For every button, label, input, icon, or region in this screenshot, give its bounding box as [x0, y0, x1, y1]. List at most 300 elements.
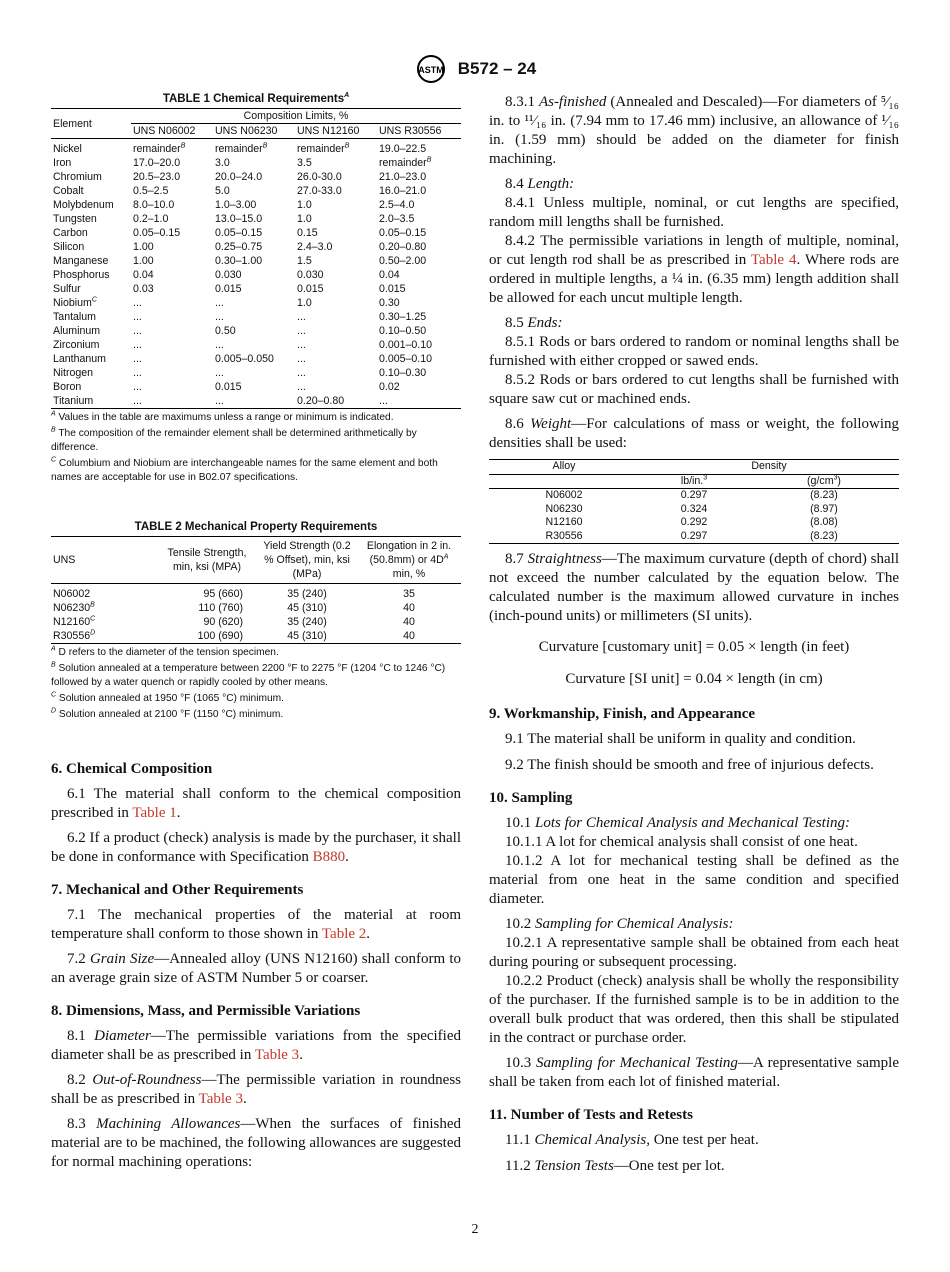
value-cell: [377, 394, 461, 409]
value-text: ...: [215, 339, 224, 351]
value-cell: [295, 380, 377, 394]
value-text: 0.5–2.5: [133, 185, 169, 197]
value-text: 17.0–20.0: [133, 157, 181, 169]
elong-cell: 35: [403, 588, 415, 600]
value-text: ...: [215, 395, 224, 407]
superscript-mark: A: [51, 410, 56, 418]
superscript-mark: B: [426, 156, 432, 164]
value-cell: [213, 212, 295, 226]
table-row: [489, 530, 899, 544]
table-row: [489, 489, 899, 503]
value-cell: [377, 212, 461, 226]
value-cell: [295, 338, 377, 352]
value-cell: [213, 394, 295, 409]
value-text: 16.0–21.0: [379, 185, 427, 197]
value-text: 0.015: [215, 381, 242, 393]
para-8-3-1: 8.3.1 As-finished (Annealed and Descaled)—For diameters of ⁵⁄₁₆ in. to ¹¹⁄₁₆ in. (7.94 mm to 17.46 mm) inclusive, an allowance of ¹⁄₁₆ in. (1.59 mm) should be added on the diameter for finish machining.: [489, 94, 899, 167]
table2-footnote: [51, 692, 461, 706]
elong-cell: 40: [403, 630, 415, 642]
value-cell: [131, 338, 213, 352]
uns-cell: [51, 601, 157, 615]
value-cell: [295, 268, 377, 282]
density-header: Density: [639, 460, 899, 475]
element-cell: [51, 394, 131, 409]
value-cell: [377, 184, 461, 198]
value-text: ...: [215, 311, 224, 323]
element-cell: [51, 184, 131, 198]
value-text: 0.10–0.50: [379, 325, 427, 337]
left-column: [51, 93, 461, 1172]
para-6-2: 6.2 If a product (check) analysis is made by the purchaser, it shall be done in conformance with Specification B880.: [51, 830, 461, 865]
alloy-cell: N06002: [545, 489, 583, 501]
section-11-title: 11. Number of Tests and Retests: [489, 1107, 693, 1123]
g-cell: (8.97): [810, 502, 838, 515]
value-text: 2.5–4.0: [379, 199, 415, 211]
table-row: [51, 394, 461, 409]
value-text: 0.15: [297, 227, 318, 239]
value-cell: [213, 380, 295, 394]
elong-cell: 40: [403, 602, 415, 614]
uns-cell: [51, 615, 157, 629]
para-10-2-2: 10.2.2 Product (check) analysis shall be wholly the responsibility of the purchaser. If the furnished sample is to be in addition to the overall bulk product that was ordered, then this shall be stipulated in the contract or purchase order.: [489, 973, 899, 1046]
page-number: 2: [471, 1222, 479, 1237]
element-name: Phosphorus: [53, 269, 110, 281]
superscript-mark: C: [90, 615, 96, 623]
element-name: Carbon: [53, 227, 88, 239]
element-name: Boron: [53, 381, 82, 393]
page-header: [0, 54, 950, 84]
element-cell: [51, 156, 131, 170]
table2-uns-header: UNS: [51, 537, 157, 584]
g-cell: (8.08): [810, 516, 838, 528]
superscript-mark: B: [51, 661, 56, 669]
para-8-6: 8.6 Weight—For calculations of mass or weight, the following densities shall be used:: [489, 416, 900, 451]
elong-cell: 40: [403, 616, 415, 628]
value-cell: [377, 366, 461, 380]
value-text: ...: [133, 367, 142, 379]
value-text: ...: [215, 297, 224, 309]
value-cell: [131, 212, 213, 226]
table-row: [51, 296, 461, 310]
value-text: remainder: [379, 157, 427, 169]
para-6-1: 6.1 The material shall conform to the chemical composition prescribed in Table 1.: [51, 786, 461, 821]
value-cell: [377, 254, 461, 268]
table1-col-header: UNS N12160: [295, 124, 377, 139]
value-text: 0.50–2.00: [379, 255, 427, 267]
table4-link[interactable]: Table 4: [750, 252, 797, 268]
value-text: 0.30–1.00: [215, 255, 263, 267]
value-cell: [213, 170, 295, 184]
table-row: [51, 310, 461, 324]
table1-element-header: Element: [51, 109, 131, 139]
table-row: [51, 212, 461, 226]
value-cell: [131, 296, 213, 310]
table1-caption: TABLE 1 Chemical Requirements$^A$: [162, 92, 350, 105]
table2-footnote: [51, 646, 461, 660]
para-7-2: 7.2 Grain Size—Annealed alloy (UNS N12160) shall conform to an average grain size of ASTM Number 5 or coarser.: [51, 951, 462, 986]
value-cell: [377, 240, 461, 254]
table3-link[interactable]: Table 3: [254, 1047, 300, 1063]
table-row: [51, 601, 461, 615]
value-text: ...: [297, 339, 306, 351]
value-text: 2.4–3.0: [297, 241, 333, 253]
value-cell: [213, 156, 295, 170]
table-row: [489, 516, 899, 530]
para-8-1: 8.1 Diameter—The permissible variations from the specified diameter shall be as prescribed in Table 3.: [51, 1028, 461, 1063]
value-text: 0.04: [133, 269, 154, 281]
value-text: 3.5: [297, 157, 312, 169]
para-8-5-2: 8.5.2 Rods or bars ordered to cut lengths shall be furnished with square saw cut or machined ends.: [489, 372, 899, 407]
uns-text: R30556: [53, 630, 91, 642]
value-cell: [295, 226, 377, 240]
para-10-2: 10.2 Sampling for Chemical Analysis:: [505, 916, 734, 932]
value-text: 0.10–0.30: [379, 367, 427, 379]
value-cell: [131, 139, 213, 157]
para-8-5-1: 8.5.1 Rods or bars ordered to random or nominal lengths shall be furnished with either cropped or sawed ends.: [489, 334, 899, 369]
tensile-cell: 100 (690): [197, 630, 243, 642]
lb-cell: 0.292: [680, 516, 708, 528]
superscript-mark: C: [51, 691, 57, 699]
value-cell: [377, 352, 461, 366]
value-text: ...: [133, 339, 142, 351]
alloy-cell: N06230: [545, 502, 583, 515]
value-cell: [131, 240, 213, 254]
value-text: 13.0–15.0: [215, 213, 263, 225]
value-text: 0.20–0.80: [379, 241, 427, 253]
value-text: 20.0–24.0: [215, 171, 263, 183]
table-row: [51, 584, 461, 602]
value-cell: [295, 170, 377, 184]
value-cell: [377, 139, 461, 157]
value-text: remainder: [297, 143, 345, 155]
g-cell: (8.23): [810, 529, 838, 542]
element-cell: [51, 366, 131, 380]
value-cell: [377, 296, 461, 310]
value-text: 0.005–0.10: [379, 353, 433, 365]
table-row: [51, 366, 461, 380]
element-name: Molybdenum: [53, 199, 114, 211]
element-name: Titanium: [53, 395, 94, 407]
table1-col-header: UNS R30556: [377, 124, 461, 139]
equation-si: Curvature [SI unit] = 0.04 × length (in cm): [565, 671, 823, 687]
value-cell: [295, 198, 377, 212]
value-text: 0.05–0.15: [379, 227, 427, 239]
table1-col-header: UNS N06230: [213, 124, 295, 139]
value-text: 1.00: [133, 255, 154, 267]
g-cell: (8.23): [810, 489, 838, 501]
table1-col-header: UNS N06002: [131, 124, 213, 139]
value-cell: [213, 324, 295, 338]
astm-logo-icon: [414, 54, 448, 84]
element-cell: [51, 324, 131, 338]
footnote-text: Values in the table are maximums unless a range or minimum is indicated.: [55, 412, 394, 423]
superscript-mark: B: [344, 142, 350, 150]
value-cell: [131, 184, 213, 198]
equation-customary: Curvature [customary unit] = 0.05 × length (in feet): [538, 639, 850, 655]
uns-text: N06002: [53, 588, 91, 600]
value-text: 0.02: [379, 381, 400, 393]
tensile-cell: 95 (660): [203, 588, 243, 600]
superscript-mark: B: [90, 601, 95, 609]
table-row: [51, 198, 461, 212]
table2-footnotes: [51, 646, 461, 722]
density-table: [489, 459, 899, 544]
value-cell: [131, 352, 213, 366]
table-row: [51, 184, 461, 198]
value-text: 19.0–22.5: [379, 143, 427, 155]
value-text: 0.30–1.25: [379, 311, 427, 323]
element-cell: [51, 139, 131, 157]
value-cell: [295, 240, 377, 254]
para-7-1: 7.1 The mechanical properties of the material at room temperature shall conform to those shown in Table 2.: [51, 907, 461, 942]
superscript-mark: B: [262, 142, 268, 150]
table1-footnotes: [51, 411, 461, 485]
section-9-title: 9. Workmanship, Finish, and Appearance: [489, 706, 756, 722]
value-text: 0.05–0.15: [133, 227, 181, 239]
value-text: 0.005–0.050: [215, 353, 274, 365]
superscript-mark: C: [51, 456, 57, 464]
para-8-4-1: 8.4.1 Unless multiple, nominal, or cut lengths are specified, random mill lengths shall be furnished.: [489, 195, 899, 230]
value-text: ...: [133, 381, 142, 393]
lb-cell: 0.324: [680, 502, 708, 515]
table-row: [51, 139, 461, 157]
uns-text: N12160: [53, 616, 91, 628]
superscript-mark: C: [91, 296, 97, 304]
section-8-title: 8. Dimensions, Mass, and Permissible Variations: [51, 1003, 361, 1019]
table-row: [51, 254, 461, 268]
footnote-text: The composition of the remainder element shall be determined arithmetically by difference.: [51, 428, 417, 453]
value-text: 0.04: [379, 269, 400, 281]
para-11-1: 11.1 Chemical Analysis, One test per heat.: [505, 1132, 759, 1148]
value-cell: [131, 394, 213, 409]
para-8-2: 8.2 Out-of-Roundness—The permissible variation in roundness shall be as prescribed in Table 3.: [51, 1072, 461, 1107]
value-text: 8.0–10.0: [133, 199, 175, 211]
element-name: Tantalum: [53, 311, 96, 323]
value-text: ...: [133, 297, 142, 309]
element-cell: [51, 226, 131, 240]
element-name: Nickel: [53, 143, 82, 155]
value-cell: [295, 156, 377, 170]
value-text: ...: [297, 311, 306, 323]
svg-text:ASTM: ASTM: [418, 65, 444, 75]
element-name: Manganese: [53, 255, 109, 267]
value-cell: [213, 352, 295, 366]
yield-cell: 45 (310): [287, 630, 327, 642]
uns-text: N06230: [53, 602, 91, 614]
value-text: 3.0: [215, 157, 230, 169]
table1-footnote: [51, 427, 461, 455]
value-text: 5.0: [215, 185, 230, 197]
value-text: remainder: [215, 143, 263, 155]
value-cell: [131, 254, 213, 268]
value-text: 0.20–0.80: [297, 395, 345, 407]
para-8-3: 8.3 Machining Allowances—When the surfaces of finished material are to be machined, the following allowances are suggested for normal machining operations:: [51, 1116, 462, 1170]
table-row: [51, 352, 461, 366]
superscript-mark: B: [180, 142, 186, 150]
value-cell: [295, 324, 377, 338]
value-text: ...: [297, 381, 306, 393]
value-text: 1.0: [297, 297, 312, 309]
value-text: 1.5: [297, 255, 312, 267]
value-text: 0.30: [379, 297, 400, 309]
element-name: Niobium: [53, 297, 92, 309]
value-text: 0.015: [297, 283, 324, 295]
value-cell: [213, 240, 295, 254]
superscript-mark: A: [51, 645, 56, 653]
table-row: [51, 240, 461, 254]
alloy-cell: N12160: [545, 516, 583, 528]
table2-footnote: [51, 662, 461, 690]
para-9-2: 9.2 The finish should be smooth and free of injurious defects.: [505, 757, 874, 773]
footnote-text: D refers to the diameter of the tension specimen.: [55, 647, 279, 658]
para-8-5: 8.5 Ends:: [505, 315, 563, 331]
value-text: 0.2–1.0: [133, 213, 169, 225]
value-cell: [377, 156, 461, 170]
element-cell: [51, 198, 131, 212]
element-cell: [51, 212, 131, 226]
value-text: 27.0-33.0: [297, 185, 342, 197]
density-alloy-header: Alloy: [489, 460, 639, 475]
value-cell: [295, 254, 377, 268]
value-text: 1.0: [297, 199, 312, 211]
value-cell: [295, 184, 377, 198]
value-cell: [213, 282, 295, 296]
value-text: 0.001–0.10: [379, 339, 433, 351]
value-cell: [213, 198, 295, 212]
value-cell: [377, 226, 461, 240]
table-row: [51, 629, 461, 644]
designation: B572 – 24: [457, 59, 537, 78]
value-cell: [213, 296, 295, 310]
table-row: [51, 380, 461, 394]
section-10-title: 10. Sampling: [489, 790, 573, 806]
value-text: 0.25–0.75: [215, 241, 263, 253]
para-10-2-1: 10.2.1 A representative sample shall be obtained from each heat during pouring or subsequent processing.: [489, 935, 899, 970]
value-cell: [131, 226, 213, 240]
value-text: 0.05–0.15: [215, 227, 263, 239]
element-name: Iron: [53, 157, 72, 169]
value-cell: [213, 310, 295, 324]
value-cell: [377, 198, 461, 212]
value-cell: [131, 310, 213, 324]
para-10-1-2: 10.1.2 A lot for mechanical testing shall be defined as the material from one heat in the same condition and specified diameter.: [489, 853, 899, 907]
section-6-title: 6. Chemical Composition: [51, 761, 213, 777]
table-row: [51, 324, 461, 338]
value-text: 0.50: [215, 325, 236, 337]
value-text: 1.0–3.00: [215, 199, 257, 211]
footnote-text: Columbium and Niobium are interchangeable names for the same element and both names are acceptable for use in B02.07 specifications.: [51, 458, 438, 483]
table3-link-2[interactable]: Table 3: [198, 1091, 243, 1107]
element-name: Nitrogen: [53, 367, 94, 379]
value-cell: [377, 380, 461, 394]
element-name: Cobalt: [53, 185, 84, 197]
yield-cell: 35 (240): [287, 588, 327, 600]
element-cell: [51, 170, 131, 184]
value-text: 0.015: [215, 283, 242, 295]
table2-link[interactable]: Table 2: [321, 926, 367, 942]
value-cell: [377, 282, 461, 296]
table2-footnote: [51, 708, 461, 722]
superscript-mark: B: [51, 426, 56, 434]
element-name: Chromium: [53, 171, 102, 183]
density-unit-lb: lb/in.$^3$: [639, 474, 749, 489]
element-name: Tungsten: [53, 213, 97, 225]
value-text: 20.5–23.0: [133, 171, 181, 183]
b880-link[interactable]: B880: [312, 849, 346, 865]
tensile-cell: 90 (620): [203, 616, 243, 628]
table1-footnote: [51, 457, 461, 485]
value-cell: [131, 282, 213, 296]
value-cell: [213, 184, 295, 198]
table1-footnote: [51, 411, 461, 425]
element-name: Aluminum: [53, 325, 101, 337]
lb-cell: 0.297: [680, 529, 708, 542]
value-cell: [295, 366, 377, 380]
uns-cell: [51, 584, 157, 602]
value-cell: [295, 352, 377, 366]
value-text: 0.015: [379, 283, 406, 295]
table2-caption: TABLE 2 Mechanical Property Requirements: [134, 521, 378, 533]
value-text: 0.030: [297, 269, 324, 281]
value-cell: [213, 139, 295, 157]
para-10-3: 10.3 Sampling for Mechanical Testing—A representative sample shall be taken from each lot of finished material.: [489, 1055, 899, 1090]
element-cell: [51, 352, 131, 366]
footnote-text: Solution annealed at 2100 °F (1150 °C) minimum.: [56, 709, 284, 720]
para-8-4: 8.4 Length:: [505, 176, 575, 192]
superscript-mark: D: [90, 629, 96, 637]
element-name: Zirconium: [53, 339, 100, 351]
value-cell: [213, 226, 295, 240]
table2-elong-header: Elongation in 2 in. (50.8mm) or $4D^A$ min, %: [357, 537, 461, 584]
element-cell: [51, 310, 131, 324]
table1-link[interactable]: Table 1: [132, 805, 177, 821]
table-row: [51, 170, 461, 184]
element-cell: [51, 338, 131, 352]
value-text: ...: [133, 353, 142, 365]
value-text: ...: [215, 367, 224, 379]
table-row: [489, 503, 899, 517]
table-row: [51, 226, 461, 240]
value-cell: [131, 366, 213, 380]
table-row: [51, 268, 461, 282]
value-text: 21.0–23.0: [379, 171, 427, 183]
table1-group-header: Composition Limits, %: [131, 109, 461, 124]
table1: [51, 108, 461, 409]
value-cell: [295, 282, 377, 296]
value-text: 1.00: [133, 241, 154, 253]
value-cell: [295, 394, 377, 409]
element-cell: [51, 282, 131, 296]
table2-tensile-header: Tensile Strength, min, ksi (MPA): [157, 537, 257, 584]
value-text: ...: [297, 325, 306, 337]
tensile-cell: 110 (760): [198, 602, 243, 614]
table-row: [51, 282, 461, 296]
value-cell: [131, 268, 213, 282]
element-name: Lanthanum: [53, 353, 107, 365]
value-cell: [295, 310, 377, 324]
table-row: [51, 156, 461, 170]
value-cell: [377, 268, 461, 282]
value-text: 1.0: [297, 213, 312, 225]
value-text: ...: [133, 395, 142, 407]
footnote-text: Solution annealed at a temperature between 2200 °F to 2275 °F (1204 °C to 1246 °C) followed by a water quench or rapidly cooled by other means.: [51, 663, 446, 688]
right-column: [489, 93, 899, 1176]
value-text: ...: [133, 311, 142, 323]
value-cell: [377, 310, 461, 324]
element-cell: [51, 296, 131, 310]
value-cell: [377, 338, 461, 352]
yield-cell: 35 (240): [287, 616, 327, 628]
